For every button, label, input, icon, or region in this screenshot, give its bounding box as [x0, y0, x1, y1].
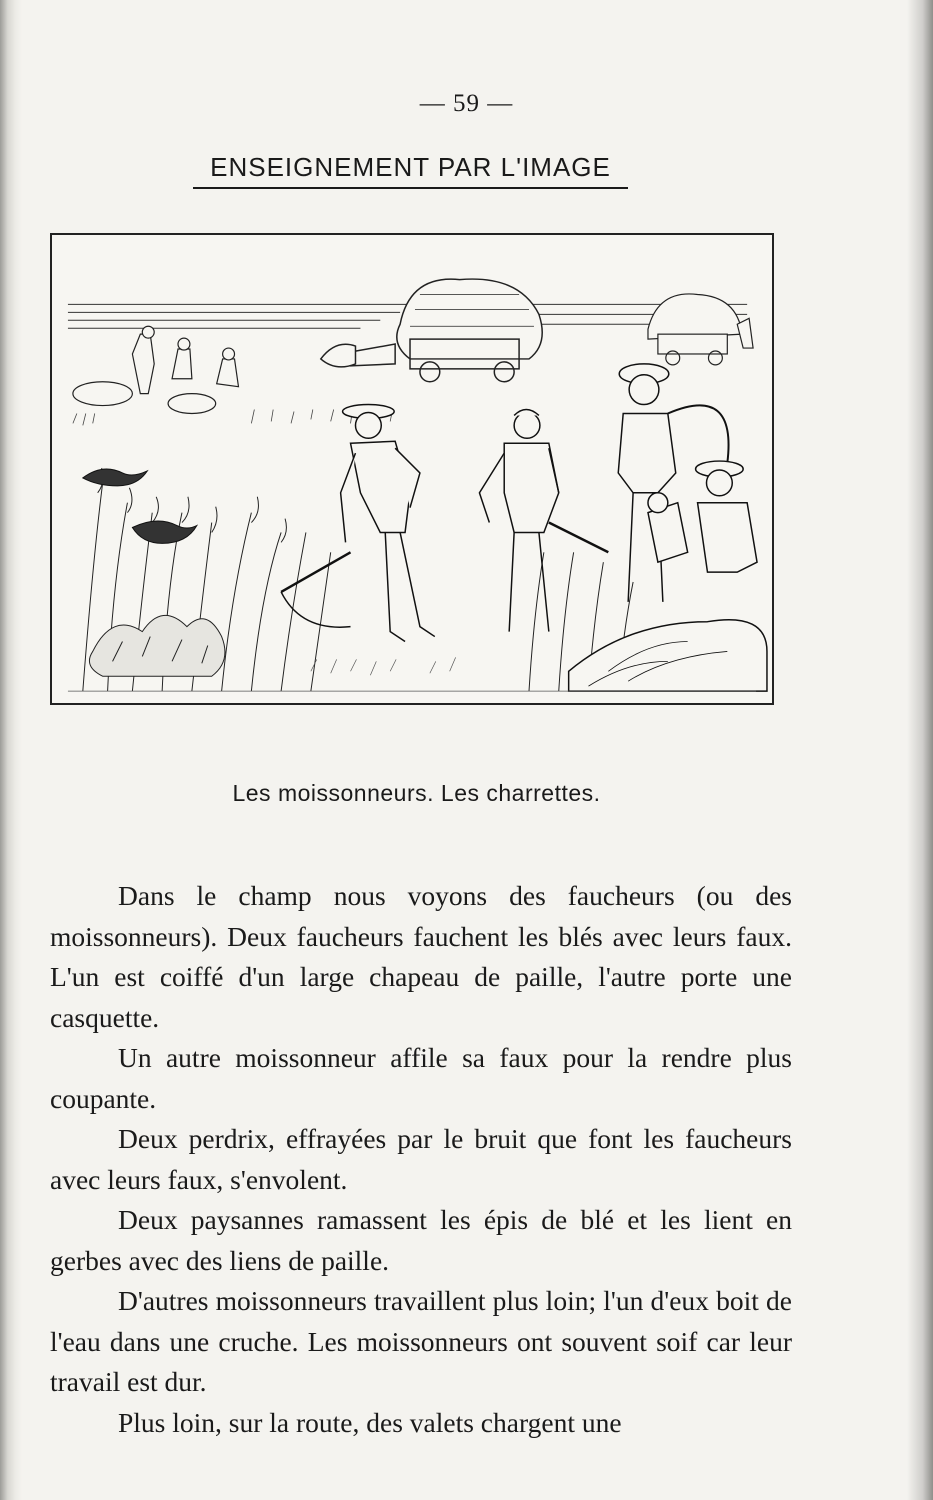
page-edge-right: [907, 0, 933, 1500]
paragraph: Un autre moissonneur affile sa faux pour la rendre plus coupante.: [50, 1042, 792, 1114]
body-text: [50, 876, 792, 1443]
paragraph: Deux perdrix, effrayées par le bruit que font les faucheurs avec leurs faux, s'envolent.: [50, 1123, 792, 1195]
page-number: — 59 —: [419, 90, 514, 117]
illustration-caption: Les moissonneurs. Les charrettes.: [232, 780, 601, 806]
women-binding-sheaves-icon: [569, 461, 767, 691]
paragraph: D'autres moissonneurs travaillent plus loin; l'un d'eux boit de l'eau dans une cruche. Les moissonneurs ont souvent soif car leur travail est dur.: [50, 1285, 792, 1397]
background-harvesters-icon: [73, 326, 239, 413]
harvest-illustration: [50, 233, 774, 705]
paragraph: Plus loin, sur la route, des valets chargent une: [118, 1406, 622, 1438]
mower-with-cap-icon: [479, 410, 608, 632]
foreground-bush-icon: [89, 615, 225, 676]
page-gutter-left: [0, 0, 22, 1500]
paragraph: Deux paysannes ramassent les épis de blé et les lient en gerbes avec des liens de paille.: [50, 1204, 792, 1276]
haystack-cart-icon: [321, 279, 542, 382]
paragraph: Dans le champ nous voyons des faucheurs (ou des moissonneurs). Deux faucheurs fauchent les blés avec leurs faux. L'un est coiffé d'un large chapeau de paille, l'autre porte une casquette.: [50, 880, 792, 1033]
section-heading: ENSEIGNEMENT PAR L'IMAGE: [193, 152, 628, 189]
mower-with-hat-icon: [281, 405, 435, 642]
harvest-scene-icon: [52, 235, 772, 703]
